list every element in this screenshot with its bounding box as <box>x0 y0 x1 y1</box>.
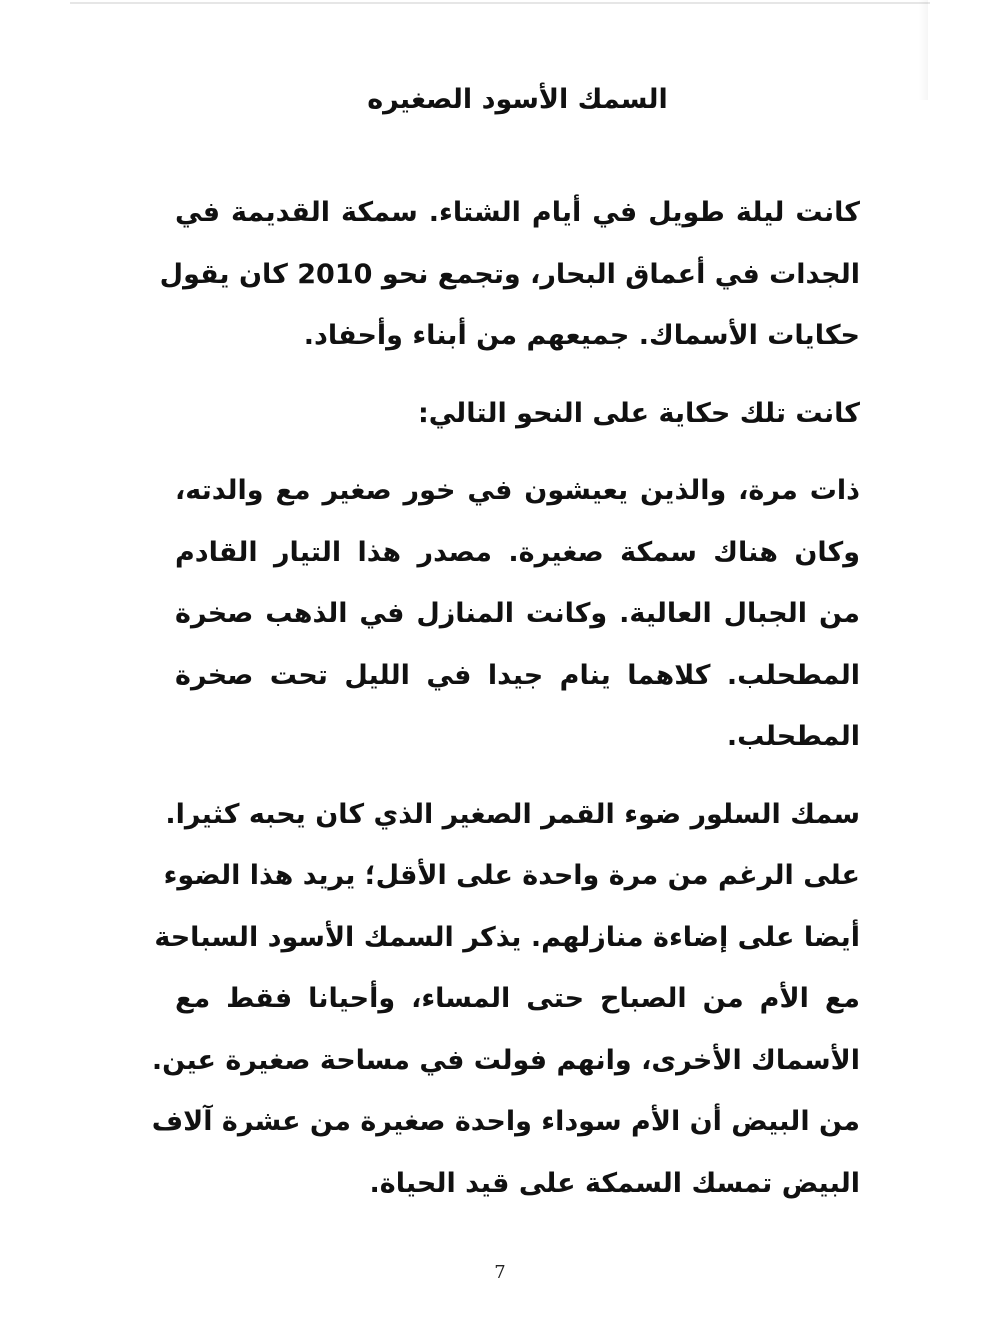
page-number: 7 <box>494 1262 506 1283</box>
text-line: ذات مرة، والذين يعيشون في خور صغير مع والدته، <box>175 475 860 506</box>
paragraph-2 <box>175 383 860 445</box>
page-edge-shadow <box>918 0 928 100</box>
text-line: مع الأم من الصباح حتى المساء، وأحيانا فقط مع <box>175 983 860 1014</box>
text-line: الأسماك الأخرى، وانهم فولت في مساحة صغيرة عين. <box>151 1044 860 1076</box>
text-line: حكايات الأسماك. جميعهم من أبناء وأحفاد. <box>303 320 860 351</box>
paragraph-3 <box>175 460 860 768</box>
text-line: المطحلب. كلاهما ينام جيدا في الليل تحت صخرة <box>175 659 860 691</box>
text-line: سمك السلور ضوء القمر الصغير الذي كان يحبه كثيرا. <box>165 798 860 830</box>
text-line: كانت ليلة طويل في أيام الشتاء. سمكة القديمة في <box>175 197 860 228</box>
paragraph-4 <box>151 784 860 1215</box>
text-line: كانت تلك حكاية على النحو التالي: <box>417 397 860 429</box>
text-line: من البيض أن الأم سوداء واحدة صغيرة من عشرة آلاف <box>151 1106 860 1137</box>
text-line: المطحلب. <box>726 721 860 752</box>
text-line: أيضا على إضاءة منازلهم. يذكر السمك الأسود السباحة <box>154 921 860 953</box>
text-line: وكان هناك سمكة صغيرة. مصدر هذا التيار القادم <box>175 536 860 568</box>
paragraph-1 <box>159 182 860 367</box>
text-line: البيض تمسك السمكة على قيد الحياة. <box>369 1167 860 1199</box>
page-content <box>151 70 860 1230</box>
text-line: من الجبال العالية. وكانت المنازل في الذهب صخرة <box>175 598 860 629</box>
text-line: على الرغم من مرة واحدة على الأقل؛ يريد هذا الضوء <box>163 860 860 891</box>
text-line: الجدات في أعماق البحار، وتجمع نحو 2010 كان يقول <box>159 258 860 290</box>
top-rule <box>70 2 930 4</box>
page-title: السمك الأسود الصغيره <box>367 84 668 115</box>
